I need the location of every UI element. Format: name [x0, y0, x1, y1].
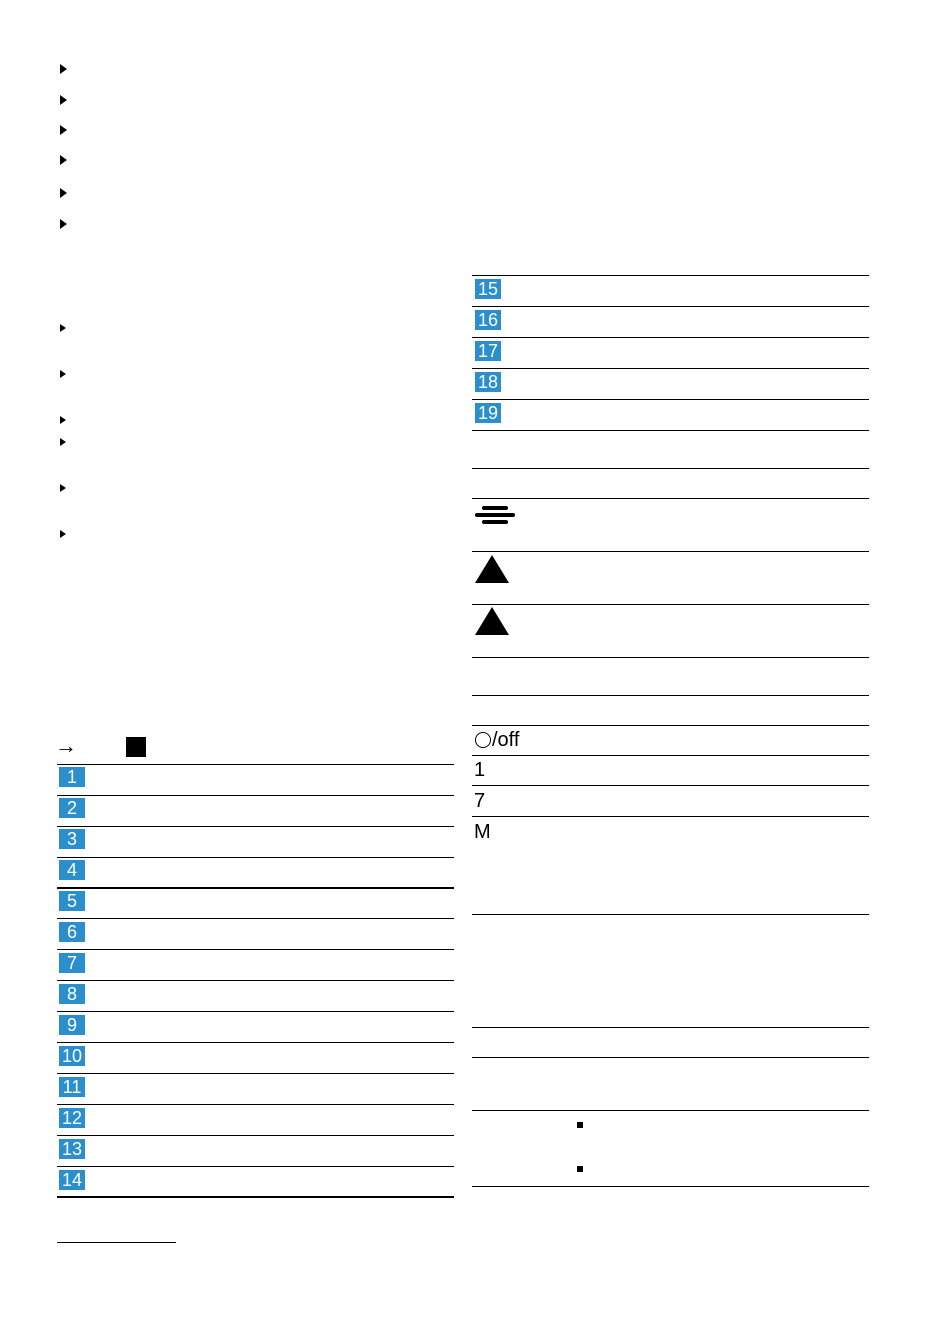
table-rule [472, 725, 869, 726]
footnote-rule [57, 1242, 176, 1243]
table-rule [57, 1104, 454, 1105]
table-rule [472, 1027, 869, 1028]
table-rule [57, 980, 454, 981]
number-badge: 8 [59, 984, 85, 1004]
table-rule [472, 1057, 869, 1058]
symbol-m: M [474, 821, 491, 843]
table-rule [472, 368, 869, 369]
arrow-bullet-icon [60, 64, 67, 74]
off-label: /off [492, 729, 520, 751]
table-rule [472, 337, 869, 338]
number-badge: 19 [475, 403, 501, 423]
number-badge: 9 [59, 1015, 85, 1035]
number-badge: 13 [59, 1139, 85, 1159]
table-rule [57, 764, 454, 765]
table-rule [57, 1073, 454, 1074]
table-rule [57, 887, 454, 889]
table-rule [472, 275, 869, 276]
table-rule [472, 498, 869, 499]
table-rule [472, 1186, 869, 1187]
number-badge: 1 [59, 767, 85, 787]
table-rule [57, 857, 454, 858]
table-rule [57, 1135, 454, 1136]
table-rule [57, 918, 454, 919]
number-badge: 14 [59, 1170, 85, 1190]
power-off-circle-icon [475, 732, 491, 748]
number-badge: 18 [475, 372, 501, 392]
table-rule [472, 430, 869, 431]
square-bullet-icon [577, 1166, 583, 1172]
warning-triangle-icon [475, 555, 509, 583]
table-rule [472, 914, 869, 915]
table-rule [472, 657, 869, 658]
table-rule [57, 1166, 454, 1167]
table-rule [472, 551, 869, 552]
arrow-bullet-icon [60, 484, 66, 492]
table-rule [472, 1110, 869, 1111]
arrow-right-icon: → [55, 733, 77, 758]
arrow-bullet-icon [60, 188, 67, 198]
arrow-bullet-icon [60, 155, 67, 165]
table-rule [57, 1042, 454, 1043]
warning-triangle-icon [475, 607, 509, 635]
table-rule [57, 1196, 454, 1198]
table-rule [472, 399, 869, 400]
table-rule [472, 604, 869, 605]
number-badge: 16 [475, 310, 501, 330]
arrow-bullet-icon [60, 530, 66, 538]
arrow-bullet-icon [60, 416, 66, 424]
number-badge: 15 [475, 279, 501, 299]
arrow-bullet-icon [60, 219, 67, 229]
number-badge: 11 [59, 1077, 85, 1097]
arrow-bullet-icon [60, 125, 67, 135]
number-badge: 2 [59, 798, 85, 818]
arrow-bullet-icon [60, 438, 66, 446]
arrow-bullet-icon [60, 95, 67, 105]
number-badge: 4 [59, 860, 85, 880]
table-rule [472, 785, 869, 786]
table-rule [472, 695, 869, 696]
number-badge: 12 [59, 1108, 85, 1128]
menu-lines-icon [475, 506, 517, 528]
black-square-icon [126, 737, 146, 757]
square-bullet-icon [577, 1122, 583, 1128]
table-rule [57, 1011, 454, 1012]
number-badge: 6 [59, 922, 85, 942]
table-rule [57, 949, 454, 950]
table-rule [472, 755, 869, 756]
table-rule [472, 816, 869, 817]
table-rule [472, 306, 869, 307]
number-badge: 10 [59, 1046, 85, 1066]
number-badge: 5 [59, 891, 85, 911]
number-badge: 3 [59, 829, 85, 849]
table-rule [57, 826, 454, 827]
symbol-one: 1 [474, 759, 486, 781]
symbol-seven: 7 [474, 790, 486, 812]
table-rule [472, 468, 869, 469]
arrow-bullet-icon [60, 324, 66, 332]
number-badge: 7 [59, 953, 85, 973]
arrow-bullet-icon [60, 370, 66, 378]
number-badge: 17 [475, 341, 501, 361]
table-rule [57, 795, 454, 796]
